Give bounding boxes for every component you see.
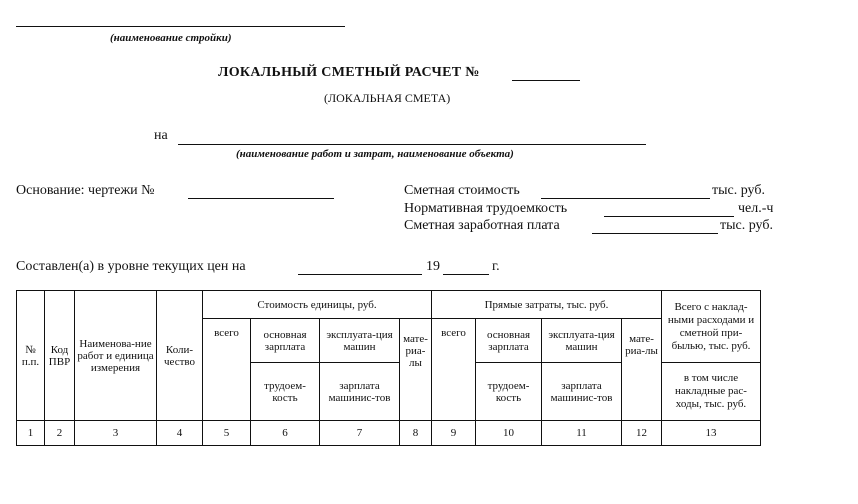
column-number: 4 bbox=[157, 421, 203, 446]
wage-label: Сметная заработная плата bbox=[404, 218, 560, 233]
labor-unit: чел.-ч bbox=[738, 201, 774, 216]
unit-cost-header: Стоимость единицы, руб. bbox=[203, 291, 432, 319]
col-pvr-header: Код ПВР bbox=[45, 291, 75, 421]
basis-label: Основание: чертежи № bbox=[16, 183, 155, 198]
document-title-text: ЛОКАЛЬНЫЙ СМЕТНЫЙ РАСЧЕТ № bbox=[218, 65, 480, 80]
compiled-date-line[interactable] bbox=[298, 274, 422, 275]
direct-costs-header: Прямые затраты, тыс. руб. bbox=[432, 291, 662, 319]
column-number: 1 bbox=[17, 421, 45, 446]
column-number: 7 bbox=[320, 421, 400, 446]
unit-materials-header: мате-риа-лы bbox=[400, 319, 432, 421]
compiled-year-suffix: г. bbox=[492, 259, 500, 274]
direct-all-header: всего bbox=[432, 319, 476, 421]
drawing-number-line[interactable] bbox=[188, 198, 334, 199]
work-caption: (наименование работ и затрат, наименование объекта) bbox=[236, 148, 514, 160]
compiled-year-line[interactable] bbox=[443, 274, 489, 275]
construction-caption: (наименование стройки) bbox=[110, 32, 232, 44]
unit-labor-header: трудоем-кость bbox=[251, 363, 320, 421]
direct-basic-wage-header: основная зарплата bbox=[476, 319, 542, 363]
total-sub-header: в том числе накладные рас-ходы, тыс. руб. bbox=[662, 363, 761, 421]
column-number: 12 bbox=[622, 421, 662, 446]
column-number: 11 bbox=[542, 421, 622, 446]
column-number-row bbox=[17, 421, 761, 446]
direct-materials-header: мате-риа-лы bbox=[622, 319, 662, 421]
na-label: на bbox=[154, 128, 168, 143]
column-number: 13 bbox=[662, 421, 761, 446]
total-header: Всего с наклад-ными расходами и сметной при-былью, тыс. руб. bbox=[662, 291, 761, 363]
col-qty-header: Коли-чество bbox=[157, 291, 203, 421]
wage-value-line[interactable] bbox=[592, 233, 718, 234]
document-subtitle: (ЛОКАЛЬНАЯ СМЕТА) bbox=[324, 91, 451, 105]
unit-machine-ops-header: эксплуата-ция машин bbox=[320, 319, 400, 363]
estimate-number-line[interactable] bbox=[512, 80, 580, 81]
unit-basic-wage-header: основная зарплата bbox=[251, 319, 320, 363]
cost-unit: тыс. руб. bbox=[712, 183, 765, 198]
column-number: 5 bbox=[203, 421, 251, 446]
direct-machine-ops-header: эксплуата-ция машин bbox=[542, 319, 622, 363]
direct-labor-header: трудоем-кость bbox=[476, 363, 542, 421]
wage-unit: тыс. руб. bbox=[720, 218, 773, 233]
col-name-header: Наименова-ние работ и единица измерения bbox=[75, 291, 157, 421]
column-number: 3 bbox=[75, 421, 157, 446]
unit-all-header: всего bbox=[203, 319, 251, 421]
compiled-year-prefix: 19 bbox=[426, 259, 440, 274]
document-title bbox=[218, 65, 480, 81]
column-number: 6 bbox=[251, 421, 320, 446]
work-name-line[interactable] bbox=[178, 144, 646, 145]
column-number: 10 bbox=[476, 421, 542, 446]
cost-label: Сметная стоимость bbox=[404, 183, 520, 198]
estimate-table bbox=[16, 290, 761, 446]
column-number: 2 bbox=[45, 421, 75, 446]
labor-label: Нормативная трудоемкость bbox=[404, 201, 568, 216]
col-number-header: № п.п. bbox=[17, 291, 45, 421]
cost-value-line[interactable] bbox=[541, 198, 710, 199]
compiled-label: Составлен(а) в уровне текущих цен на bbox=[16, 259, 246, 274]
construction-name-line[interactable] bbox=[16, 26, 345, 27]
column-number: 9 bbox=[432, 421, 476, 446]
unit-machinist-wage-header: зарплата машинис-тов bbox=[320, 363, 400, 421]
labor-value-line[interactable] bbox=[604, 216, 734, 217]
column-number: 8 bbox=[400, 421, 432, 446]
direct-machinist-wage-header: зарплата машинис-тов bbox=[542, 363, 622, 421]
